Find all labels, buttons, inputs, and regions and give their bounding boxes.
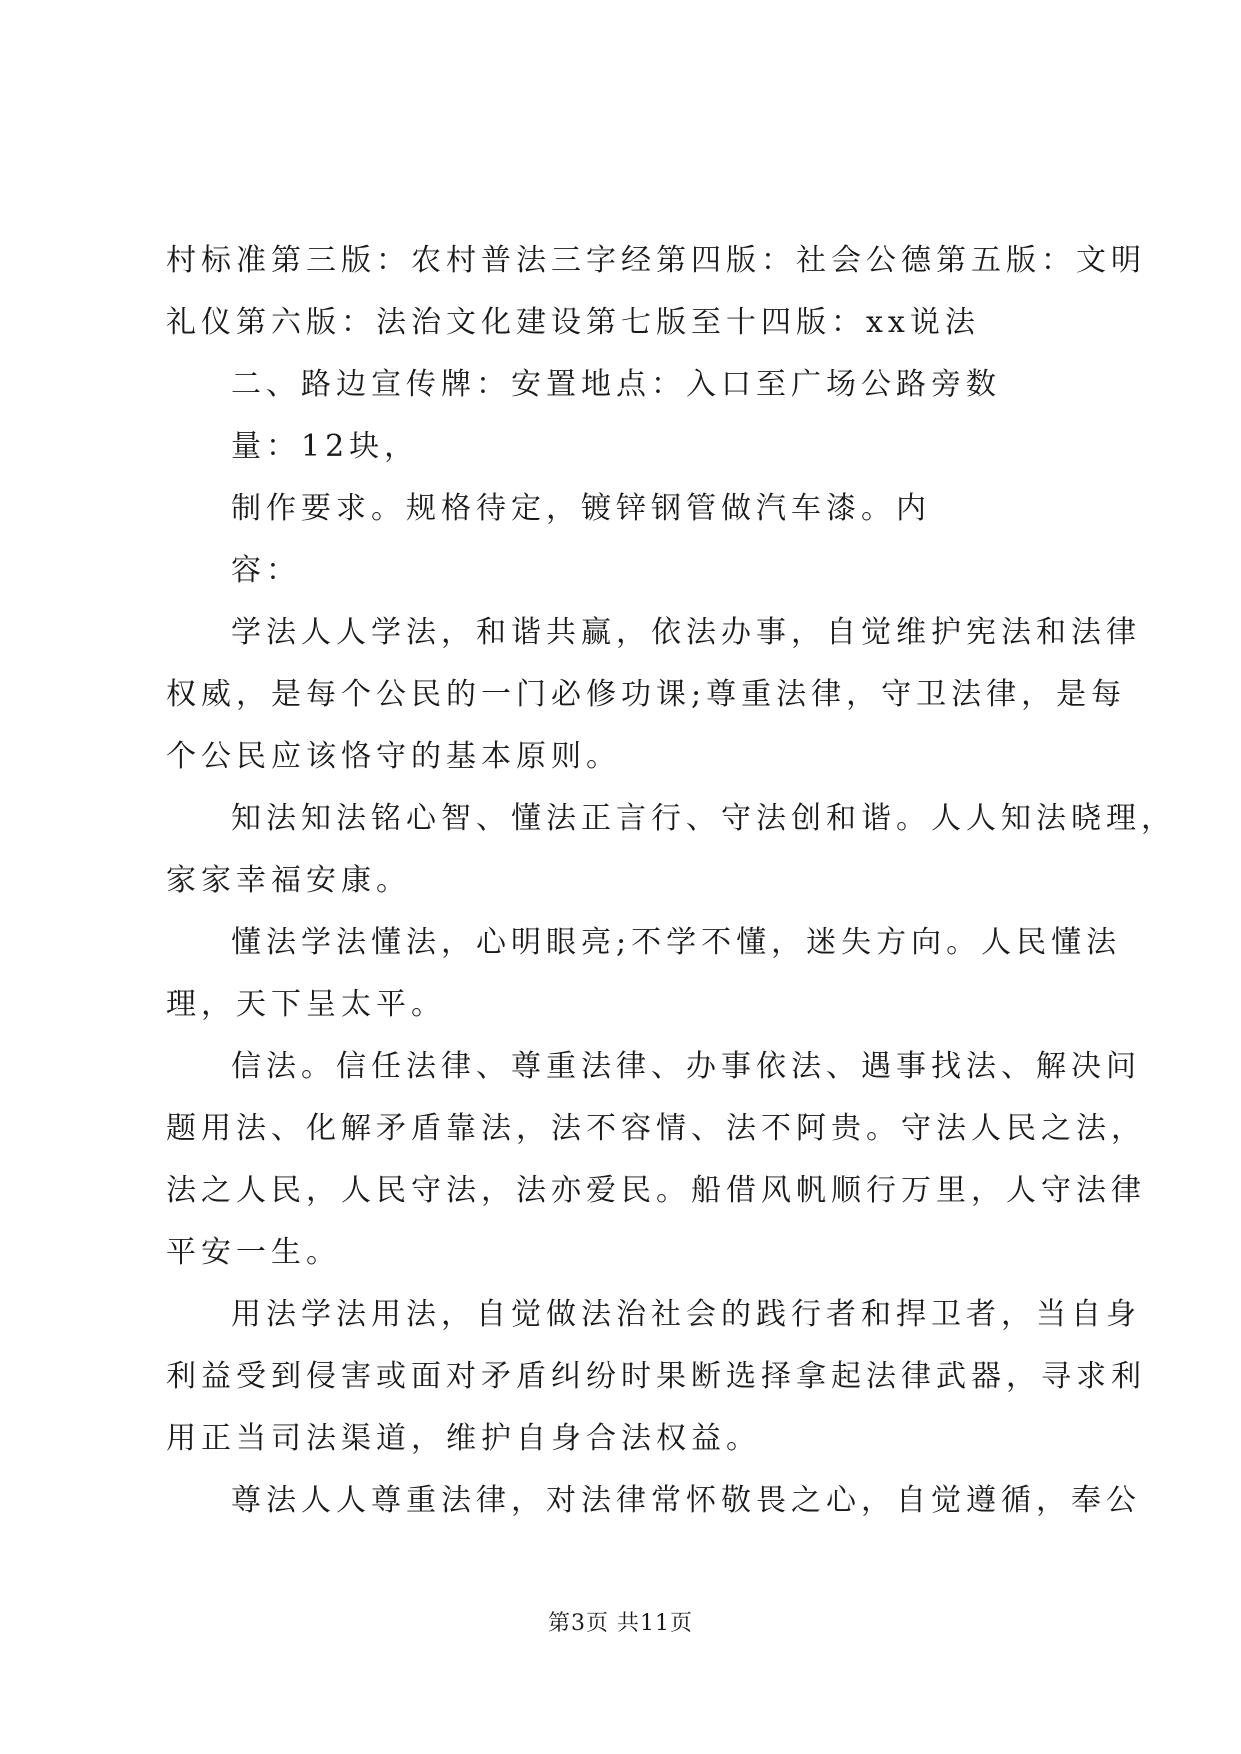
- text-line: 个公民应该恪守的基本原则。: [166, 739, 621, 774]
- text-line: 信法。信任法律、尊重法律、办事依法、遇事找法、解决问: [231, 1049, 1141, 1084]
- text-line: 理，天下呈太平。: [166, 987, 446, 1022]
- text-line: 法之人民，人民守法，法亦爱民。船借风帆顺行万里，人守法律: [166, 1173, 1146, 1208]
- text-line: 学法人人学法，和谐共赢，依法办事，自觉维护宪法和法律: [231, 615, 1141, 650]
- text-line: 利益受到侵害或面对矛盾纠纷时果断选择拿起法律武器，寻求利: [166, 1359, 1146, 1394]
- text-line: 懂法学法懂法，心明眼亮;不学不懂，迷失方向。人民懂法: [231, 925, 1122, 960]
- text-line: 用法学法用法，自觉做法治社会的践行者和捍卫者，当自身: [231, 1297, 1141, 1332]
- text-line: 量：12块，: [231, 429, 420, 464]
- text-line: 平安一生。: [166, 1235, 341, 1270]
- text-line: 知法知法铭心智、懂法正言行、守法创和谐。人人知法晓理，: [231, 801, 1176, 836]
- text-line: 题用法、化解矛盾靠法，法不容情、法不阿贵。守法人民之法，: [166, 1111, 1146, 1146]
- text-line: 村标准第三版：农村普法三字经第四版：社会公德第五版：文明: [166, 243, 1146, 278]
- text-line: 容：: [231, 553, 301, 588]
- page-number: 第3页 共11页: [548, 1611, 693, 1636]
- text-line: 家家幸福安康。: [166, 863, 411, 898]
- text-line: 权威，是每个公民的一门必修功课;尊重法律，守卫法律，是每: [166, 677, 1127, 712]
- text-line: 二、路边宣传牌：安置地点：入口至广场公路旁数: [231, 367, 1001, 402]
- text-line: 制作要求。规格待定，镀锌钢管做汽车漆。内: [231, 491, 931, 526]
- text-line: 用正当司法渠道，维护自身合法权益。: [166, 1421, 761, 1456]
- text-line: 礼仪第六版：法治文化建设第七版至十四版：xx说法: [166, 305, 980, 340]
- document-body: [166, 230, 1176, 1532]
- text-line: 尊法人人尊重法律，对法律常怀敬畏之心，自觉遵循，奉公: [231, 1483, 1141, 1518]
